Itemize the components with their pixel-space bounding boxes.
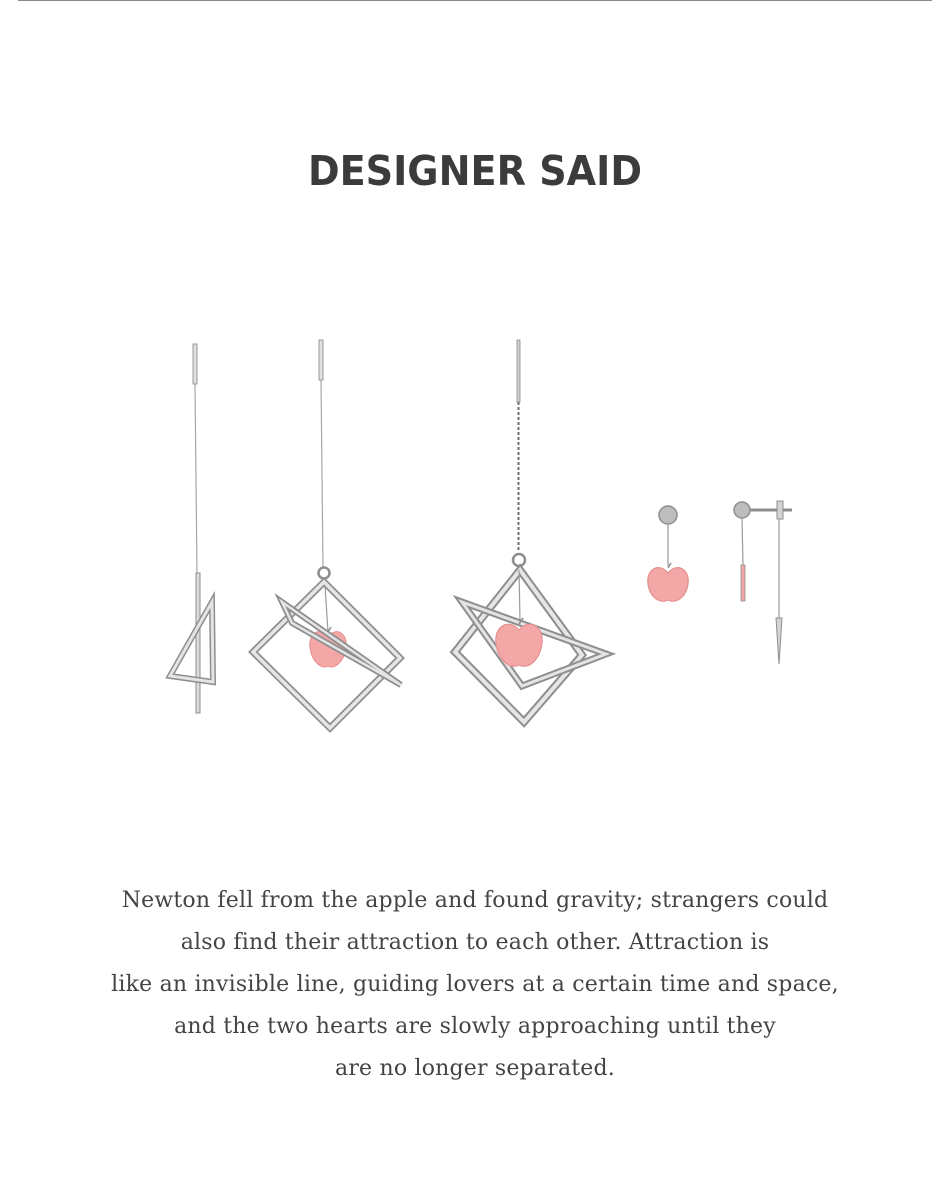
triangle-threader-earring	[170, 344, 213, 713]
story-line: like an invisible line, guiding lovers at a certain time and space,	[111, 972, 839, 997]
story-line: Newton fell from the apple and found gravity; strangers could	[121, 888, 829, 913]
story-line: are no longer separated.	[335, 1056, 615, 1081]
earrings-illustration	[0, 300, 950, 760]
story-line: also find their attraction to each other. Attraction is	[180, 930, 770, 955]
section-heading: DESIGNER SAID	[307, 147, 643, 195]
square-apple-drop-earring	[253, 340, 401, 728]
apple-stud-earring	[648, 506, 688, 601]
bar-stud-jacket-earring	[734, 501, 792, 664]
designer-story	[40, 880, 910, 1090]
top-frame-border	[18, 0, 932, 1]
chain-square-apple-earring	[455, 340, 606, 722]
story-line: and the two hearts are slowly approaching until they	[174, 1014, 776, 1039]
